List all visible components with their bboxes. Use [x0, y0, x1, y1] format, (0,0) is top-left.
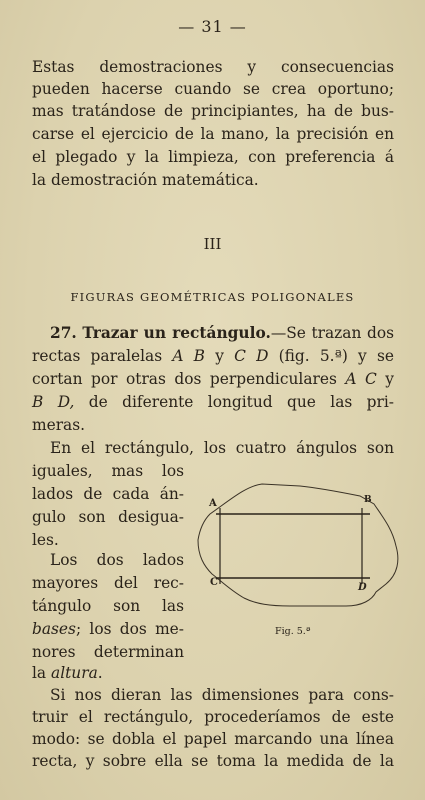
paragraph-line: carse el ejercicio de la mano, la precisión en — [32, 125, 394, 143]
paragraph-line: les. — [32, 531, 59, 549]
paragraph-line: mayores del rec- — [32, 574, 184, 592]
paragraph-line: tángulo son las — [32, 597, 184, 615]
paragraph-line: gulo son desigua- — [32, 508, 184, 526]
paragraph-line: pueden hacerse cuando se crea oportuno; — [32, 80, 394, 98]
item-heading: Trazar un rectángulo. — [82, 324, 271, 342]
label-cd: C D — [234, 347, 269, 365]
paragraph-line: la demostración matemática. — [32, 171, 259, 189]
item-text: (fig. 5.ª) y se — [278, 347, 394, 365]
paragraph-line — [32, 662, 184, 684]
section-title: FIGURAS GEOMÉTRICAS POLIGONALES — [70, 290, 355, 304]
paragraph-line — [32, 618, 184, 640]
term-altura: altura — [51, 664, 98, 682]
item-number: 27. — [50, 324, 77, 342]
item-line — [32, 368, 394, 390]
item-line — [32, 345, 394, 367]
figure-label-c: C — [210, 577, 218, 588]
item-text: y — [215, 347, 224, 365]
item-line: meras. — [32, 416, 86, 434]
paragraph-line: Si nos dieran las dimensiones para cons- — [50, 686, 394, 704]
item-text: de diferente longitud que las pri- — [88, 393, 394, 411]
paragraph-text: ; los dos me- — [75, 620, 184, 638]
item-line — [50, 322, 394, 344]
paragraph-line: recta, y sobre ella se toma la medida de la — [32, 752, 394, 770]
paragraph-line: Los dos lados — [50, 551, 184, 569]
label-ab: A B — [172, 347, 205, 365]
label-ac: A C — [345, 370, 377, 388]
paragraph-line: el plegado y la limpieza, con preferencia á — [32, 148, 394, 166]
item-text: y — [385, 370, 394, 388]
paragraph-line: iguales, mas los — [32, 462, 184, 480]
figure-label-a: A — [209, 498, 217, 509]
paragraph-line: modo: se dobla el papel marcando una línea — [32, 730, 394, 748]
paragraph-line: mas tratándose de principiantes, ha de bus- — [32, 102, 394, 120]
paragraph-text: la — [32, 664, 47, 682]
section-number: III — [203, 235, 222, 253]
paragraph-line: Estas demostraciones y consecuencias — [32, 58, 394, 76]
figure-caption: Fig. 5.ª — [275, 626, 311, 637]
item-text: rectas paralelas — [32, 347, 163, 365]
item-text: —Se trazan dos — [270, 324, 394, 342]
paragraph-line: nores determinan — [32, 643, 184, 661]
item-line — [32, 391, 394, 413]
paragraph-line: lados de cada án- — [32, 485, 184, 503]
item-text: cortan por otras dos perpendiculares — [32, 370, 337, 388]
label-bd: B D, — [32, 393, 75, 411]
paragraph-line: truir el rectángulo, procederíamos de este — [32, 708, 394, 726]
term-bases: bases — [32, 620, 76, 638]
page-number: — 31 — — [178, 17, 247, 36]
paragraph-line: En el rectángulo, los cuatro ángulos son — [50, 439, 394, 457]
figure-label-b: B — [364, 495, 372, 505]
paragraph-text: . — [97, 664, 103, 682]
figure-label-d: D — [358, 582, 367, 593]
